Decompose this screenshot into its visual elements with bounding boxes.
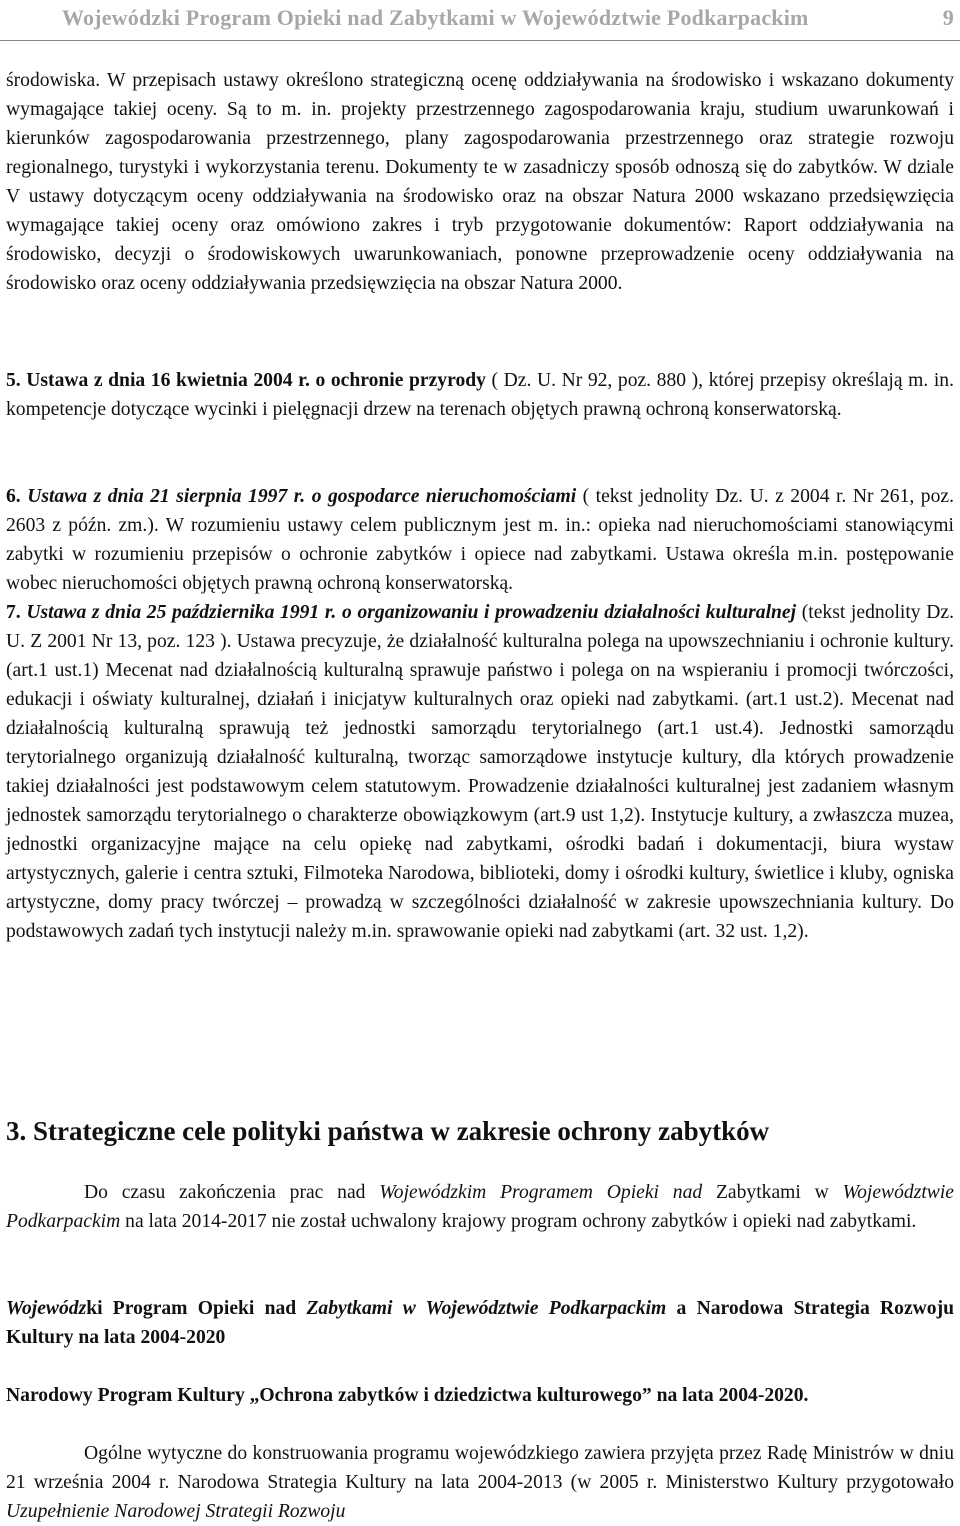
last-b: Uzupełnienie Narodowej Strategii Rozwoju [6, 1501, 346, 1522]
header-title: Wojewódzki Program Opieki nad Zabytkami w Województwie Podkarpackim [62, 5, 809, 30]
rel1-d: a Narodowa Strategia Rozwoju Kultury na lata 2004-2020 [6, 1298, 955, 1348]
intro-c: Zabytkami w [702, 1182, 843, 1203]
relation-heading-2: Narodowy Program Kultury „Ochrona zabytków i dziedzictwa kulturowego” na lata 2004-2020. [6, 1385, 809, 1406]
section-3-heading: 3. Strategiczne cele polityki państwa w zakresie ochrony zabytków [6, 1116, 770, 1146]
item-7-text: (tekst jednolity Dz. U. Z 2001 Nr 13, poz. 123 ). Ustawa precyzuje, że działalność kulturalna polega na upowszechnianiu i ochronie kultury. (art.1 ust.1) Mecenat nad działalnością kulturalną sprawuje państwo i polega on na wspieraniu i promocji twórczości, edukacji i oświaty kulturalnej, działań i inicjatyw kulturalnych oraz opieki nad zabytkami. (art.1 ust.2). Mecenat nad działalnością kulturalną sprawują też jednostki samorządu terytorialnego (art.1 ust.4). Jednostki samorządu terytorialnego organizują działalność kulturalną, tworząc samorządowe instytucje kultury, dla których prowadzenie takiej działalności jest podstawowym celem statutowym. Prowadzenie działalności kulturalnej jest zadaniem własnym jednostek samorządu terytorialnego o charakterze obowiązkowym (art.9 ust 1,2). Instytucje kultury, a zwłaszcza muzea, jednostki organizacyjne mające na celu opiekę nad zabytkami, ośrodki badań i dokumentacji, biura wystaw artystycznych, galerie i centra sztuki, Filmoteka Narodowa, biblioteki, domy i ośrodki kultury, świetlice i kluby, ogniska artystyczne, domy pracy twórczej – prowadzą w szczególności działalność w zakresie upowszechniania kultury. Do podstawowych zadań tych instytucji należy m.in. sprawowanie opieki nad zabytkami (art. 32 ust. 1,2). [6, 602, 954, 942]
item-6-text: ( tekst jednolity Dz. U. z 2004 r. Nr 261, poz. 2603 z późn. zm.). W rozumieniu ustawy celem publicznym jest m. in.: opieka nad nieruchomościami stanowiącymi zabytki w rozumieniu przepisów o ochronie zabytków i opiece nad zabytkami. Ustawa określa m.in. postępowanie wobec nieruchomości objętych prawną ochroną konserwatorską. [6, 486, 954, 594]
rel1-b: ki Program Opieki nad [86, 1298, 307, 1319]
last-paragraph [6, 1439, 954, 1526]
item-5-title: 5. Ustawa z dnia 16 kwietnia 2004 r. o ochronie przyrody [6, 370, 486, 391]
intro-d: Województwie Podkarpackim [6, 1182, 954, 1232]
item-7-number: 7. [6, 602, 27, 623]
item-6 [6, 482, 954, 598]
page-number: 9 [942, 5, 954, 30]
item-6-title-b: o gospodarce nieruchomościami [311, 486, 577, 507]
item-7-title-a: Ustawa z dnia 25 października 1991 r. [26, 602, 337, 623]
running-header [0, 0, 960, 41]
intro-a: Do czasu zakończenia prac nad [84, 1182, 380, 1203]
intro-b: Wojewódzkim Programem Opieki nad [379, 1182, 703, 1203]
rel1-a: Wojewódz [6, 1298, 87, 1319]
item-6-number: 6. [6, 486, 28, 507]
intro-e: na lata 2014-2017 nie został uchwalony krajowy program ochrony zabytków i opieki nad zabytkami. [120, 1211, 917, 1232]
item-5-text: ( Dz. U. Nr 92, poz. 880 ), której przepisy określają m. in. kompetencje dotyczące wycinki i pielęgnacji drzew na terenach objętych prawną ochroną konserwatorską. [6, 370, 955, 420]
intro-paragraph [6, 1178, 954, 1236]
last-a: Ogólne wytyczne do konstruowania programu wojewódzkiego zawiera przyjęta przez Radę Ministrów w dniu 21 września 2004 r. Narodowa Strategia Kultury na lata 2004-2013 (w 2005 r. Ministerstwo Kultury przygotowało [6, 1443, 954, 1493]
item-7 [6, 598, 954, 946]
relation-heading-1 [6, 1294, 954, 1352]
item-5 [6, 366, 954, 424]
item-6-title-a: Ustawa z dnia 21 sierpnia 1997 r. [27, 486, 306, 507]
rel1-c: Zabytkami w Województwie Podkarpackim [306, 1298, 667, 1319]
paragraph-environment: środowiska. W przepisach ustawy określono strategiczną ocenę oddziaływania na środowisko i wskazano dokumenty wymagające takiej oceny. Są to m. in. projekty przestrzennego zagospodarowania kraju, studium uwarunkowań i kierunków zagospodarowania przestrzennego, plany zagospodarowania przestrzennego oraz strategie rozwoju regionalnego, turystyki i wykorzystania terenu. Dokumenty te w zasadniczy sposób odnoszą się do zabytków. W dziale V ustawy dotyczącym oceny oddziaływania na środowisko oraz na obszar Natura 2000 wskazano przedsięwzięcia wymagające takiej oceny oraz omówiono zakres i tryb przygotowanie dokumentów: Raport oddziaływania na środowisko, decyzji o środowiskowych uwarunkowaniach, ponowne przeprowadzenie oceny oddziaływania na środowisko oraz oceny oddziaływania przedsięwzięcia na obszar Natura 2000. [6, 70, 954, 294]
item-7-title-b: o organizowaniu i prowadzeniu działalności kulturalnej [342, 602, 797, 623]
